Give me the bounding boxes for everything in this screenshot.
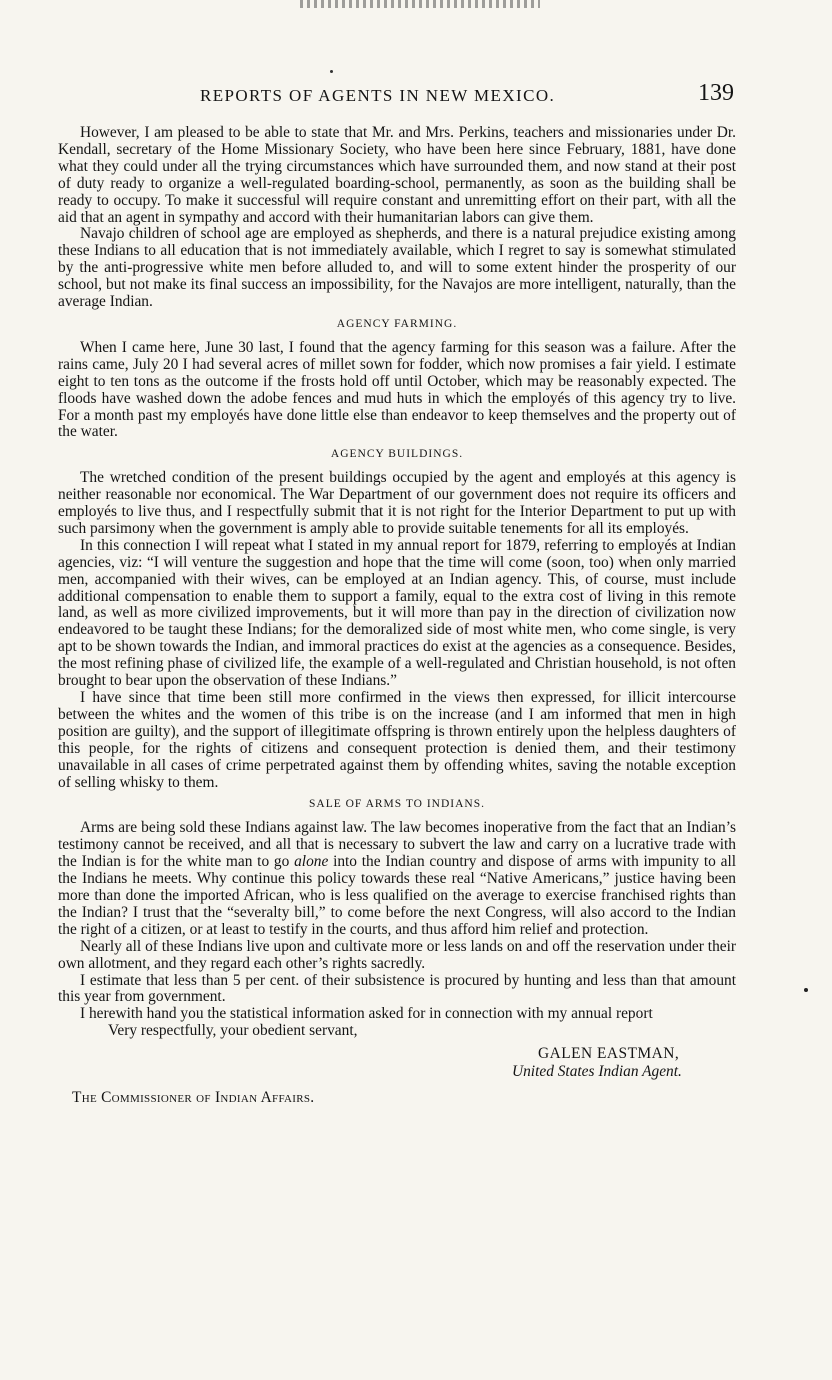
scan-edge-artifact: [300, 0, 540, 8]
paragraph: [58, 820, 736, 938]
body-text: [58, 125, 736, 1112]
page-number: 139: [698, 80, 734, 106]
print-speck: [330, 70, 333, 73]
paragraph: In this connection I will repeat what I stated in my annual report for 1879, referring to employés at Indian agencies, viz: “I will venture the suggestion and hope that the time will come (soon, too) when only married men, accompanied with their wives, can be employed at an Indian agency. This, of course, must include additional compensation to enable them to support a family, equal to the extra cost of living in this remote land, as well as more civilized improvements, but it will more than pay in the direction of civilization now endeavored to be taught these Indians; for the demoralized side of most white men, who come single, is very apt to be shown towards the Indian, and immoral practices do exist at the agencies as a consequence. Besides, the most refining phase of civilized life, the example of a well-regulated and Christian household, is not often brought to bear upon the observation of these Indians.”: [58, 536, 736, 690]
paragraph: I estimate that less than 5 per cent. of their subsistence is procured by hunting and less than that amount this year from government.: [58, 971, 736, 1006]
paragraph: I herewith hand you the statistical information asked for in connection with my annual report: [80, 1005, 653, 1023]
paragraph-text: into the Indian country and dispose of arms with impunity to all the Indians he meets. Why continue this policy towards these real “Native Americans,” justice having been more than done the imported African, who is less qualified on the average to exercise franchised rights than the Indian? I trust that the “severalty bill,” to come before the next Congress, will also accord to the Indian the right of a citizen, or at least to testify in the courts, and thus afford him relief and protection.: [58, 853, 736, 938]
signature-block: [58, 1040, 736, 1112]
stray-mark: [804, 988, 808, 992]
paragraph: I have since that time been still more confirmed in the views then expressed, for illicit intercourse between the whites and the women of this tribe is on the increase (and I am informed that men in high position are guilty), and the support of illegitimate offspring is thrown entirely upon the helpless daughters of this people, for the rights of citizens and consequent protection is denied them, and their testimony unavailable in all cases of crime perpetrated against them by offending whites, saving the notable exception of selling whisky to them.: [58, 689, 736, 791]
salutation: Very respectfully, your obedient servant,: [108, 1022, 358, 1040]
addressee: The Commissioner of Indian Affairs.: [72, 1089, 315, 1107]
paragraph: However, I am pleased to be able to state that Mr. and Mrs. Perkins, teachers and missionaries under Dr. Kendall, secretary of the Home Missionary Society, who have been here since February, 1881, have done what they could under all the trying circumstances which have surrounded them, and now stand at their post of duty ready to organize a well-regulated boarding-school, permanently, as soon as the building shall be ready to occupy. To make it successful will require constant and unremitting effort on their part, with all the aid that an agent in sympathy and accord with their humanitarian labors can give them.: [58, 124, 736, 226]
paragraph: Navajo children of school age are employed as shepherds, and there is a natural prejudice existing among these Indians to all education that is not immediately available, which I regret to say is somewhat stimulated by the anti-progressive white men before alluded to, and will to some extent hinder the prosperity of our school, but not make its final success an impossibility, for the Navajos are more intelligent, naturally, than the average Indian.: [58, 225, 736, 311]
running-title: REPORTS OF AGENTS IN NEW MEXICO.: [200, 86, 556, 105]
running-header: [200, 80, 740, 112]
section-heading-arms: SALE OF ARMS TO INDIANS.: [309, 798, 485, 811]
section-heading-farming: AGENCY FARMING.: [336, 317, 458, 330]
paragraph: Nearly all of these Indians live upon and cultivate more or less lands on and off the reservation under their own allotment, and they regard each other’s rights sacredly.: [58, 937, 736, 972]
section-heading-buildings: AGENCY BUILDINGS.: [330, 448, 464, 461]
paragraph-text: Arms are being sold these Indians against law. The law becomes inoperative from the fact that an Indian’s testimony cannot be received, and all that is necessary to subvert the law and carry on a lucrative trade with the Indian is for the white man to go: [58, 819, 736, 871]
paragraph: The wretched condition of the present buildings occupied by the agent and employés at this agency is neither reasonable nor economical. The War Department of our government does not require its officers and employés to live thus, and I respectfully submit that it is not right for the Interior Department to put up with such parsimony when the government is amply able to provide suitable tenements for all its employés.: [58, 469, 736, 537]
signer-title: United States Indian Agent.: [512, 1063, 682, 1081]
paragraph: When I came here, June 30 last, I found that the agency farming for this season was a failure. After the rains came, July 20 I had several acres of millet sown for fodder, which now promises a fair yield. I estimate eight to ten tons as the outcome if the frosts hold off until October, which may be reasonably expected. The floods have washed down the adobe fences and mud huts in which the employés of this agency try to live. For a month past my employés have done little else than endeavor to keep themselves and the property out of the water.: [58, 338, 736, 441]
signer-name: GALEN EASTMAN,: [538, 1045, 680, 1063]
emphasis-text: alone: [294, 853, 329, 871]
